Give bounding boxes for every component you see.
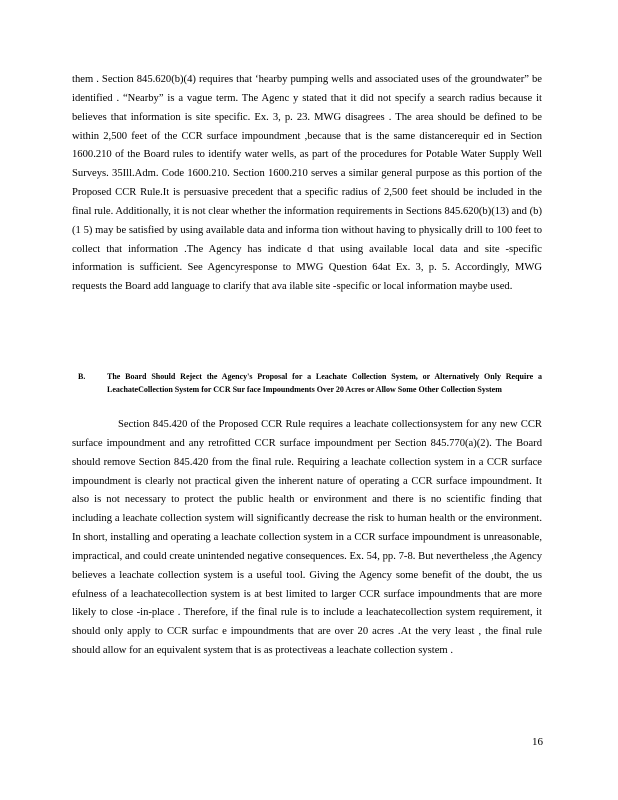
body-paragraph-groundwater: them . Section 845.620(b)(4) requires that ‘hearby pumping wells and associated uses of the groundwater” be identified . “Nearby” is a vague term. The Agenc y stated that it did not specify a search radius because it believes that information is site specific. Ex. 3, p. 23. MWG disagrees . The area should be defined to be within 2,500 feet of the CCR surface impoundment ,because that is the same distancerequir ed in Section 1600.210 of the Board rules to identify water wells, as part of the procedures for Potable Water Supply Well Surveys. 35Ill.Adm. Code 1600.210. Section 1600.210 serves a similar general purpose as this portion of the Proposed CCR Rule.It is persuasive precedent that a specific radius of 2,500 feet should be included in the final rule. Additionally, it is not clear whether the information requirements in Sections 845.620(b)(13) and (b)(1 5) may be satisfied by using available data and informa tion without having to physically drill to 100 feet to collect that information .The Agency has indicate d that using available local data and site -specific information is sufficient. See Agencyresponse to MWG Question 64at Ex. 3, p. 5. Accordingly, MWG requests the Board add language to clarify that ava ilable site -specific or local information maybe used.: [72, 74, 542, 293]
body-paragraph-leachate: Section 845.420 of the Proposed CCR Rule requires a leachate collectionsystem for any new CCR surface impoundment and any retrofitted CCR surface impoundment per Section 845.770(a)(2). The Board should remove Section 845.420 from the final rule. Requiring a leachate collection system in a CCR surface impoundment is clearly not practical given the inherent nature of operating a CCR surface impoundment. It also is not necessary to protect the public health or environment and there is no scientific finding that including a leachate collection system will significantly decrease the risk to human health or the environment. In short, installing and operating a leachate collection system in a CCR surface impoundment is unreasonable, impractical, and could create unintended negative consequences. Ex. 54, pp. 7-8. But nevertheless ,the Agency believes a leachate collection system is a useful tool. Giving the Agency some benefit of the doubt, the us efulness of a leachatecollection system is at best limited to larger CCR surface impoundments that are more likely to close -in-place . Therefore, if the final rule is to include a leachatecollection system requirement, it should only apply to CCR surfac e impoundments that are over 20 acres .At the very least , the final rule should allow for an equivalent system that is as protectiveas a leachate collection system .: [72, 419, 542, 657]
section-heading-letter: B.: [78, 372, 86, 381]
section-heading-text: The Board Should Reject the Agency's Proposal for a Leachate Collection System, or Alternatively Only Require a LeachateCollection System for CCR Sur face Impoundments Over 20 Acres or Allow Some Other Collection System: [107, 372, 542, 394]
section-heading-b: [72, 371, 542, 396]
page-number: 16: [532, 736, 543, 748]
